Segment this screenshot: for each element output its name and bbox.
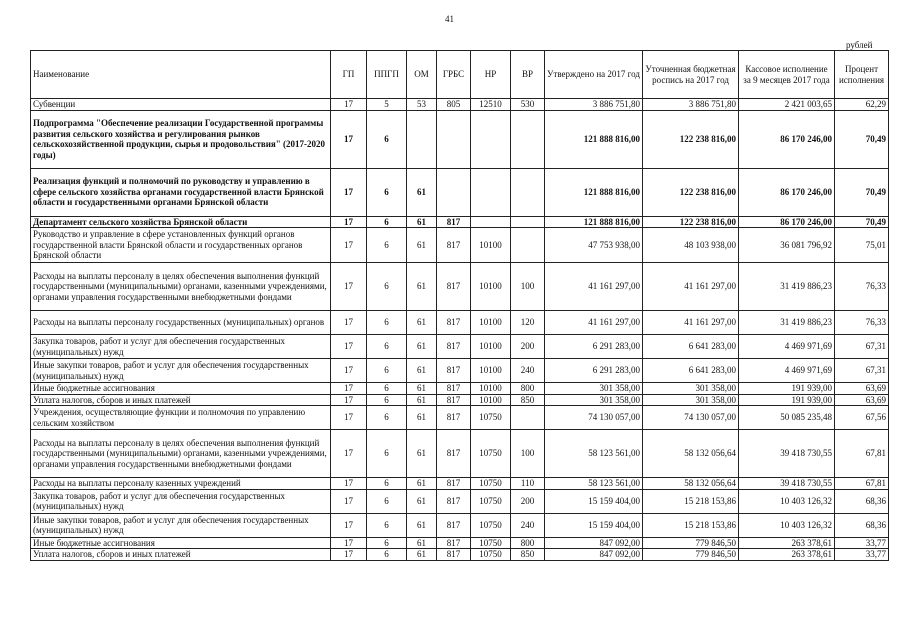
cell-pct: 76,33 [835, 263, 889, 311]
cell-refined: 6 641 283,00 [643, 335, 739, 359]
cell-name: Закупка товаров, работ и услуг для обеспечения государственных (муниципальных) нужд [31, 335, 331, 359]
units-label: рублей [846, 40, 873, 50]
cell-grbs: 817 [437, 478, 471, 490]
cell-cash: 10 403 126,32 [739, 513, 835, 537]
cell-cash: 31 419 886,23 [739, 311, 835, 335]
column-header: ГРБС [437, 51, 471, 99]
cell-pct: 33,77 [835, 537, 889, 549]
cell-om: 61 [407, 263, 437, 311]
cell-refined: 779 846,50 [643, 549, 739, 561]
cell-ppgp: 6 [367, 383, 407, 395]
cell-cash: 263 378,61 [739, 537, 835, 549]
cell-nr: 10750 [471, 513, 511, 537]
cell-ppgp: 6 [367, 537, 407, 549]
cell-cash: 4 469 971,69 [739, 335, 835, 359]
cell-ppgp: 6 [367, 216, 407, 228]
cell-nr: 10750 [471, 430, 511, 478]
cell-approved: 58 123 561,00 [545, 478, 643, 490]
cell-grbs: 817 [437, 383, 471, 395]
cell-name: Учреждения, осуществляющие функции и полномочия по управлению сельским хозяйством [31, 406, 331, 430]
cell-approved: 58 123 561,00 [545, 430, 643, 478]
cell-name: Расходы на выплаты персоналу казенных учреждений [31, 478, 331, 490]
cell-grbs: 817 [437, 263, 471, 311]
cell-ppgp: 6 [367, 110, 407, 168]
cell-refined: 779 846,50 [643, 537, 739, 549]
table-row [31, 406, 889, 430]
cell-gp: 17 [331, 311, 367, 335]
cell-grbs [437, 110, 471, 168]
cell-vr: 240 [511, 513, 545, 537]
cell-name: Уплата налогов, сборов и иных платежей [31, 394, 331, 406]
cell-gp: 17 [331, 168, 367, 216]
cell-grbs: 817 [437, 549, 471, 561]
cell-grbs: 805 [437, 99, 471, 111]
cell-grbs: 817 [437, 394, 471, 406]
cell-nr: 10750 [471, 537, 511, 549]
cell-cash: 191 939,00 [739, 394, 835, 406]
table-row [31, 513, 889, 537]
cell-om: 53 [407, 99, 437, 111]
cell-nr: 10100 [471, 383, 511, 395]
column-header: НР [471, 51, 511, 99]
cell-vr: 800 [511, 383, 545, 395]
cell-gp: 17 [331, 263, 367, 311]
cell-ppgp: 6 [367, 359, 407, 383]
cell-vr: 800 [511, 537, 545, 549]
cell-gp: 17 [331, 359, 367, 383]
table-row [31, 430, 889, 478]
cell-name: Иные закупки товаров, работ и услуг для обеспечения государственных (муниципальных) нужд [31, 359, 331, 383]
cell-refined: 58 132 056,64 [643, 478, 739, 490]
cell-nr: 10750 [471, 478, 511, 490]
table-row [31, 537, 889, 549]
cell-approved: 74 130 057,00 [545, 406, 643, 430]
cell-approved: 41 161 297,00 [545, 263, 643, 311]
cell-gp: 17 [331, 383, 367, 395]
table-row [31, 110, 889, 168]
table-row [31, 489, 889, 513]
cell-approved: 3 886 751,80 [545, 99, 643, 111]
cell-refined: 6 641 283,00 [643, 359, 739, 383]
cell-approved: 15 159 404,00 [545, 513, 643, 537]
cell-name: Иные бюджетные ассигнования [31, 383, 331, 395]
cell-name: Департамент сельского хозяйства Брянской области [31, 216, 331, 228]
cell-refined: 122 238 816,00 [643, 168, 739, 216]
cell-vr: 530 [511, 99, 545, 111]
cell-gp: 17 [331, 489, 367, 513]
cell-cash: 39 418 730,55 [739, 478, 835, 490]
cell-ppgp: 6 [367, 549, 407, 561]
cell-name: Иные закупки товаров, работ и услуг для обеспечения государственных (муниципальных) нужд [31, 513, 331, 537]
cell-ppgp: 6 [367, 513, 407, 537]
cell-grbs: 817 [437, 513, 471, 537]
cell-vr [511, 216, 545, 228]
cell-pct: 70,49 [835, 110, 889, 168]
cell-gp: 17 [331, 394, 367, 406]
cell-cash: 31 419 886,23 [739, 263, 835, 311]
cell-om: 61 [407, 478, 437, 490]
cell-om: 61 [407, 549, 437, 561]
cell-refined: 3 886 751,80 [643, 99, 739, 111]
cell-cash: 2 421 003,65 [739, 99, 835, 111]
table-row [31, 359, 889, 383]
cell-gp: 17 [331, 549, 367, 561]
column-header: Уточненная бюджетная роспись на 2017 год [643, 51, 739, 99]
cell-nr: 10750 [471, 489, 511, 513]
cell-name: Закупка товаров, работ и услуг для обеспечения государственных (муниципальных) нужд [31, 489, 331, 513]
cell-ppgp: 5 [367, 99, 407, 111]
table-row [31, 549, 889, 561]
cell-om: 61 [407, 335, 437, 359]
cell-approved: 121 888 816,00 [545, 168, 643, 216]
cell-vr: 100 [511, 430, 545, 478]
cell-vr: 120 [511, 311, 545, 335]
cell-om: 61 [407, 489, 437, 513]
cell-pct: 33,77 [835, 549, 889, 561]
cell-ppgp: 6 [367, 478, 407, 490]
cell-nr [471, 168, 511, 216]
cell-om: 61 [407, 430, 437, 478]
table-row [31, 335, 889, 359]
cell-vr [511, 228, 545, 263]
cell-pct: 70,49 [835, 168, 889, 216]
cell-vr [511, 168, 545, 216]
cell-pct: 62,29 [835, 99, 889, 111]
cell-name: Расходы на выплаты персоналу в целях обеспечения выполнения функций государственными (муниципальными) органами, казенными учреждениями, органами управления государственными внебюджетными фондами [31, 430, 331, 478]
cell-cash: 10 403 126,32 [739, 489, 835, 513]
column-header: ОМ [407, 51, 437, 99]
cell-grbs: 817 [437, 216, 471, 228]
table-row [31, 394, 889, 406]
cell-cash: 263 378,61 [739, 549, 835, 561]
cell-approved: 15 159 404,00 [545, 489, 643, 513]
cell-grbs: 817 [437, 311, 471, 335]
cell-pct: 68,36 [835, 489, 889, 513]
cell-pct: 67,81 [835, 430, 889, 478]
cell-nr: 10100 [471, 263, 511, 311]
cell-nr [471, 216, 511, 228]
cell-gp: 17 [331, 430, 367, 478]
cell-vr [511, 110, 545, 168]
cell-nr: 10100 [471, 335, 511, 359]
cell-ppgp: 6 [367, 168, 407, 216]
column-header: ППГП [367, 51, 407, 99]
cell-om: 61 [407, 311, 437, 335]
cell-nr: 10750 [471, 549, 511, 561]
cell-pct: 63,69 [835, 394, 889, 406]
table-row [31, 216, 889, 228]
cell-refined: 41 161 297,00 [643, 311, 739, 335]
cell-nr: 10100 [471, 311, 511, 335]
cell-pct: 76,33 [835, 311, 889, 335]
cell-pct: 75,01 [835, 228, 889, 263]
cell-pct: 63,69 [835, 383, 889, 395]
cell-refined: 301 358,00 [643, 383, 739, 395]
cell-approved: 847 092,00 [545, 549, 643, 561]
cell-ppgp: 6 [367, 406, 407, 430]
cell-pct: 70,49 [835, 216, 889, 228]
cell-gp: 17 [331, 513, 367, 537]
table-row [31, 383, 889, 395]
cell-pct: 67,56 [835, 406, 889, 430]
cell-cash: 4 469 971,69 [739, 359, 835, 383]
cell-refined: 122 238 816,00 [643, 216, 739, 228]
cell-vr: 850 [511, 394, 545, 406]
cell-gp: 17 [331, 406, 367, 430]
cell-name: Иные бюджетные ассигнования [31, 537, 331, 549]
cell-grbs: 817 [437, 537, 471, 549]
cell-om: 61 [407, 228, 437, 263]
cell-approved: 121 888 816,00 [545, 216, 643, 228]
cell-nr: 10750 [471, 406, 511, 430]
cell-grbs [437, 168, 471, 216]
cell-grbs: 817 [437, 489, 471, 513]
cell-name: Субвенции [31, 99, 331, 111]
cell-approved: 6 291 283,00 [545, 335, 643, 359]
cell-cash: 50 085 235,48 [739, 406, 835, 430]
cell-ppgp: 6 [367, 263, 407, 311]
table-row [31, 168, 889, 216]
table-header-row [31, 51, 889, 99]
column-header: ГП [331, 51, 367, 99]
cell-om: 61 [407, 216, 437, 228]
cell-cash: 86 170 246,00 [739, 168, 835, 216]
cell-grbs: 817 [437, 359, 471, 383]
cell-om: 61 [407, 537, 437, 549]
cell-om: 61 [407, 359, 437, 383]
cell-gp: 17 [331, 478, 367, 490]
cell-vr [511, 406, 545, 430]
cell-vr: 200 [511, 335, 545, 359]
cell-approved: 847 092,00 [545, 537, 643, 549]
cell-name: Реализация функций и полномочий по руководству и управлению в сфере сельского хозяйства органами государственной власти Брянской области и государственными органами Брянской области [31, 168, 331, 216]
cell-grbs: 817 [437, 335, 471, 359]
cell-approved: 41 161 297,00 [545, 311, 643, 335]
column-header: Процент исполнения [835, 51, 889, 99]
cell-gp: 17 [331, 537, 367, 549]
cell-om: 61 [407, 513, 437, 537]
column-header: ВР [511, 51, 545, 99]
table-body [31, 99, 889, 561]
cell-refined: 122 238 816,00 [643, 110, 739, 168]
table-row [31, 228, 889, 263]
cell-ppgp: 6 [367, 228, 407, 263]
cell-ppgp: 6 [367, 394, 407, 406]
cell-cash: 86 170 246,00 [739, 110, 835, 168]
cell-name: Расходы на выплаты персоналу в целях обеспечения выполнения функций государственными (муниципальными) органами, казенными учреждениями, органами управления государственными внебюджетными фондами [31, 263, 331, 311]
table-row [31, 478, 889, 490]
cell-cash: 36 081 796,92 [739, 228, 835, 263]
cell-vr: 110 [511, 478, 545, 490]
cell-grbs: 817 [437, 406, 471, 430]
cell-refined: 301 358,00 [643, 394, 739, 406]
table-row [31, 311, 889, 335]
cell-vr: 100 [511, 263, 545, 311]
cell-pct: 67,31 [835, 335, 889, 359]
cell-pct: 67,31 [835, 359, 889, 383]
cell-ppgp: 6 [367, 335, 407, 359]
cell-refined: 15 218 153,86 [643, 513, 739, 537]
cell-grbs: 817 [437, 430, 471, 478]
cell-vr: 850 [511, 549, 545, 561]
cell-ppgp: 6 [367, 489, 407, 513]
cell-om: 61 [407, 406, 437, 430]
cell-cash: 191 939,00 [739, 383, 835, 395]
table-row [31, 263, 889, 311]
cell-refined: 41 161 297,00 [643, 263, 739, 311]
cell-gp: 17 [331, 216, 367, 228]
cell-approved: 301 358,00 [545, 394, 643, 406]
cell-refined: 74 130 057,00 [643, 406, 739, 430]
cell-cash: 39 418 730,55 [739, 430, 835, 478]
cell-vr: 240 [511, 359, 545, 383]
cell-approved: 301 358,00 [545, 383, 643, 395]
cell-approved: 121 888 816,00 [545, 110, 643, 168]
cell-pct: 68,36 [835, 513, 889, 537]
cell-om [407, 110, 437, 168]
cell-nr: 10100 [471, 359, 511, 383]
cell-ppgp: 6 [367, 430, 407, 478]
column-header: Наименование [31, 51, 331, 99]
cell-om: 61 [407, 394, 437, 406]
cell-refined: 58 132 056,64 [643, 430, 739, 478]
cell-refined: 15 218 153,86 [643, 489, 739, 513]
cell-gp: 17 [331, 99, 367, 111]
cell-name: Расходы на выплаты персоналу государственных (муниципальных) органов [31, 311, 331, 335]
cell-om: 61 [407, 383, 437, 395]
table-row [31, 99, 889, 111]
budget-table [30, 50, 889, 561]
cell-gp: 17 [331, 228, 367, 263]
cell-nr: 10100 [471, 394, 511, 406]
cell-nr [471, 110, 511, 168]
page-number: 41 [445, 14, 454, 24]
column-header: Кассовое исполнение за 9 месяцев 2017 года [739, 51, 835, 99]
cell-grbs: 817 [437, 228, 471, 263]
cell-refined: 48 103 938,00 [643, 228, 739, 263]
cell-name: Уплата налогов, сборов и иных платежей [31, 549, 331, 561]
cell-vr: 200 [511, 489, 545, 513]
cell-gp: 17 [331, 335, 367, 359]
cell-om: 61 [407, 168, 437, 216]
cell-nr: 10100 [471, 228, 511, 263]
cell-name: Руководство и управление в сфере установленных функций органов государственной власти Брянской области и государственных органов Брянской области [31, 228, 331, 263]
cell-ppgp: 6 [367, 311, 407, 335]
cell-approved: 47 753 938,00 [545, 228, 643, 263]
cell-nr: 12510 [471, 99, 511, 111]
cell-gp: 17 [331, 110, 367, 168]
cell-name: Подпрограмма "Обеспечение реализации Государственной программы развития сельского хозяйства и регулирования рынков сельскохозяйственной продукции, сырья и продовольствия" (2017-2020 годы) [31, 110, 331, 168]
cell-pct: 67,81 [835, 478, 889, 490]
cell-cash: 86 170 246,00 [739, 216, 835, 228]
column-header: Утверждено на 2017 год [545, 51, 643, 99]
cell-approved: 6 291 283,00 [545, 359, 643, 383]
